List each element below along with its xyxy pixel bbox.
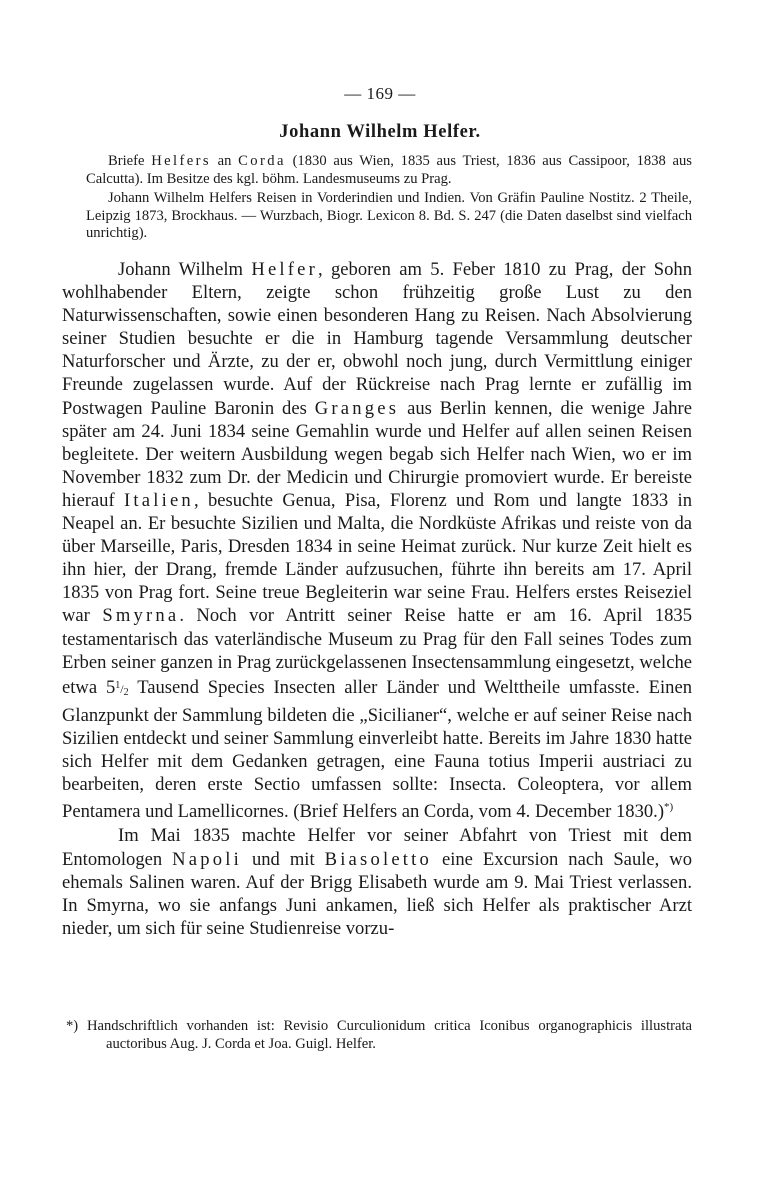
text-run: Tausend Species Insecten aller Länder und Welttheile umfasste. Einen Glanzpunkt der Sammlung bildeten die „Sicilianer“, welche er auf seiner Reise nach Sizilien entdeckt und seiner Sammlung einverleibt hatte. Bereits im Jahre 1830 hatte sich Helfer mit dem Gedanken getragen, eine Fauna totius Imperii austriaci zu bearbeiten, deren erste Sectio umfassen sollte: Insecta. Coleoptera, vor allem Pentamera und Lamellicornes. (Brief Helfers an Corda, vom 4. December 1830.) <box>62 676 693 823</box>
text-run: eine Excursion nach Saule, wo ehemals Salinen waren. Auf der Brigg Elisabeth wurde am 9. Mai Triest verlassen. In Smyrna, wo sie anfangs Juni ankamen, ließ sich Helfer als praktischer Arzt nieder, um sich für seine Studienreise vorzu- <box>62 848 692 939</box>
text-run: , besuchte Genua, Pisa, Florenz und Rom und langte 1833 in Neapel an. Er besuchte Sizilien und Malta, die Nordküste Afrikas und reiste von da über Marseille, Paris, Dresden 1834 in seine Heimat zurück. Nur kurze Zeit hielt es ihn hier, der Drang, fremde Länder aufzusuchen, führte ihn bereits am 17. April 1835 von Prag fort. Seine treue Begleiterin war seine Frau. Helfers erstes Reiseziel war <box>62 489 692 627</box>
fraction-denominator: 2 <box>123 686 129 698</box>
text-run: , geboren am 5. Feber 1810 zu Prag, der Sohn wohlhabender Eltern, zeigte schon frühzeitig große Lust zu den Naturwissenschaften, sowie einen besonderen Hang zu Reisen. Nach Absolvierung seiner Studien besuchte er die in Hamburg tagende Versammlung deutscher Naturforscher und Ärzte, zu der er, obwohl noch jung, durch Vermittlung einiger Freunde zugelassen wurde. Auf der Rückreise nach Prag lernte er zufällig im Postwagen Pauline Baronin des <box>62 259 692 419</box>
footnote-text <box>62 1017 692 1053</box>
spaced-name: Italien <box>124 489 194 511</box>
spaced-name: Napoli <box>172 848 242 870</box>
text-run: Im Mai 1835 machte Helfer vor seiner Abfahrt von Triest mit dem Entomologen <box>62 825 692 870</box>
footnote-marker: *) <box>66 1018 79 1034</box>
text-run: Johann Wilhelm <box>118 259 252 280</box>
chapter-title: Johann Wilhelm Helfer. <box>279 122 481 142</box>
text-run: aus Berlin kennen, die wenige Jahre später am 24. Juni 1834 seine Gemahlin wurde und Helfer auf allen seinen Reisen begleitete. Der weitern Ausbildung wegen begab sich Helfer nach Wien, wo er im November 1832 zum Dr. der Medicin und Chirurgie promoviert wurde. Er bereiste hierauf <box>62 397 692 511</box>
fraction: $^1/_2$ <box>115 679 129 698</box>
text-run: Handschriftlich vorhanden ist: Revisio Curculionidum critica Iconibus organographicis illustrata auctoribus Aug. J. Corda et Joa. Guigl. Helfer. <box>78 1018 692 1052</box>
spaced-name: Corda <box>238 153 286 169</box>
text-run: und mit <box>241 848 325 870</box>
spaced-name: Helfers <box>151 153 211 169</box>
footnote <box>62 1017 692 1053</box>
page-number: — 169 — <box>344 84 416 103</box>
text-run: an <box>210 153 239 169</box>
body-text <box>62 258 692 940</box>
paragraph-1 <box>62 258 692 823</box>
source-letters <box>86 153 692 188</box>
spaced-name: Granges <box>314 397 400 419</box>
fraction-numerator: 1 <box>115 679 121 691</box>
text-run: (1830 aus Wien, 1835 aus Triest, 1836 aus Cassipoor, 1838 aus Calcutta). Im Besitze des kgl. böhm. Landesmuseums zu Prag. <box>86 153 692 187</box>
paragraph-2 <box>62 824 692 939</box>
source-book: Johann Wilhelm Helfers Reisen in Vorderindien und Indien. Von Gräfin Pauline Nostitz. 2 Theile, Leipzig 1873, Brockhaus. — Wurzbach, Biogr. Lexicon 8. Bd. S. 247 (die Daten daselbst sind vielfach unrichtig). <box>86 190 692 241</box>
spaced-name: Smyrna <box>102 605 180 627</box>
text-run: . Noch vor Antritt seiner Reise hatte er am 16. April 1835 testamentarisch das vaterländische Museum zu Prag für den Fall seines Todes zum Erben seiner ganzen in Prag zurückgelassenen Insectensammlung eingesetzt, welche etwa 5 <box>62 605 692 698</box>
spaced-name: Biasoletto <box>324 848 432 870</box>
footnote-reference[interactable]: *) <box>664 801 674 814</box>
sources-block <box>86 153 692 245</box>
spaced-name: Helfer <box>251 259 319 280</box>
text-run: Briefe <box>108 153 152 169</box>
